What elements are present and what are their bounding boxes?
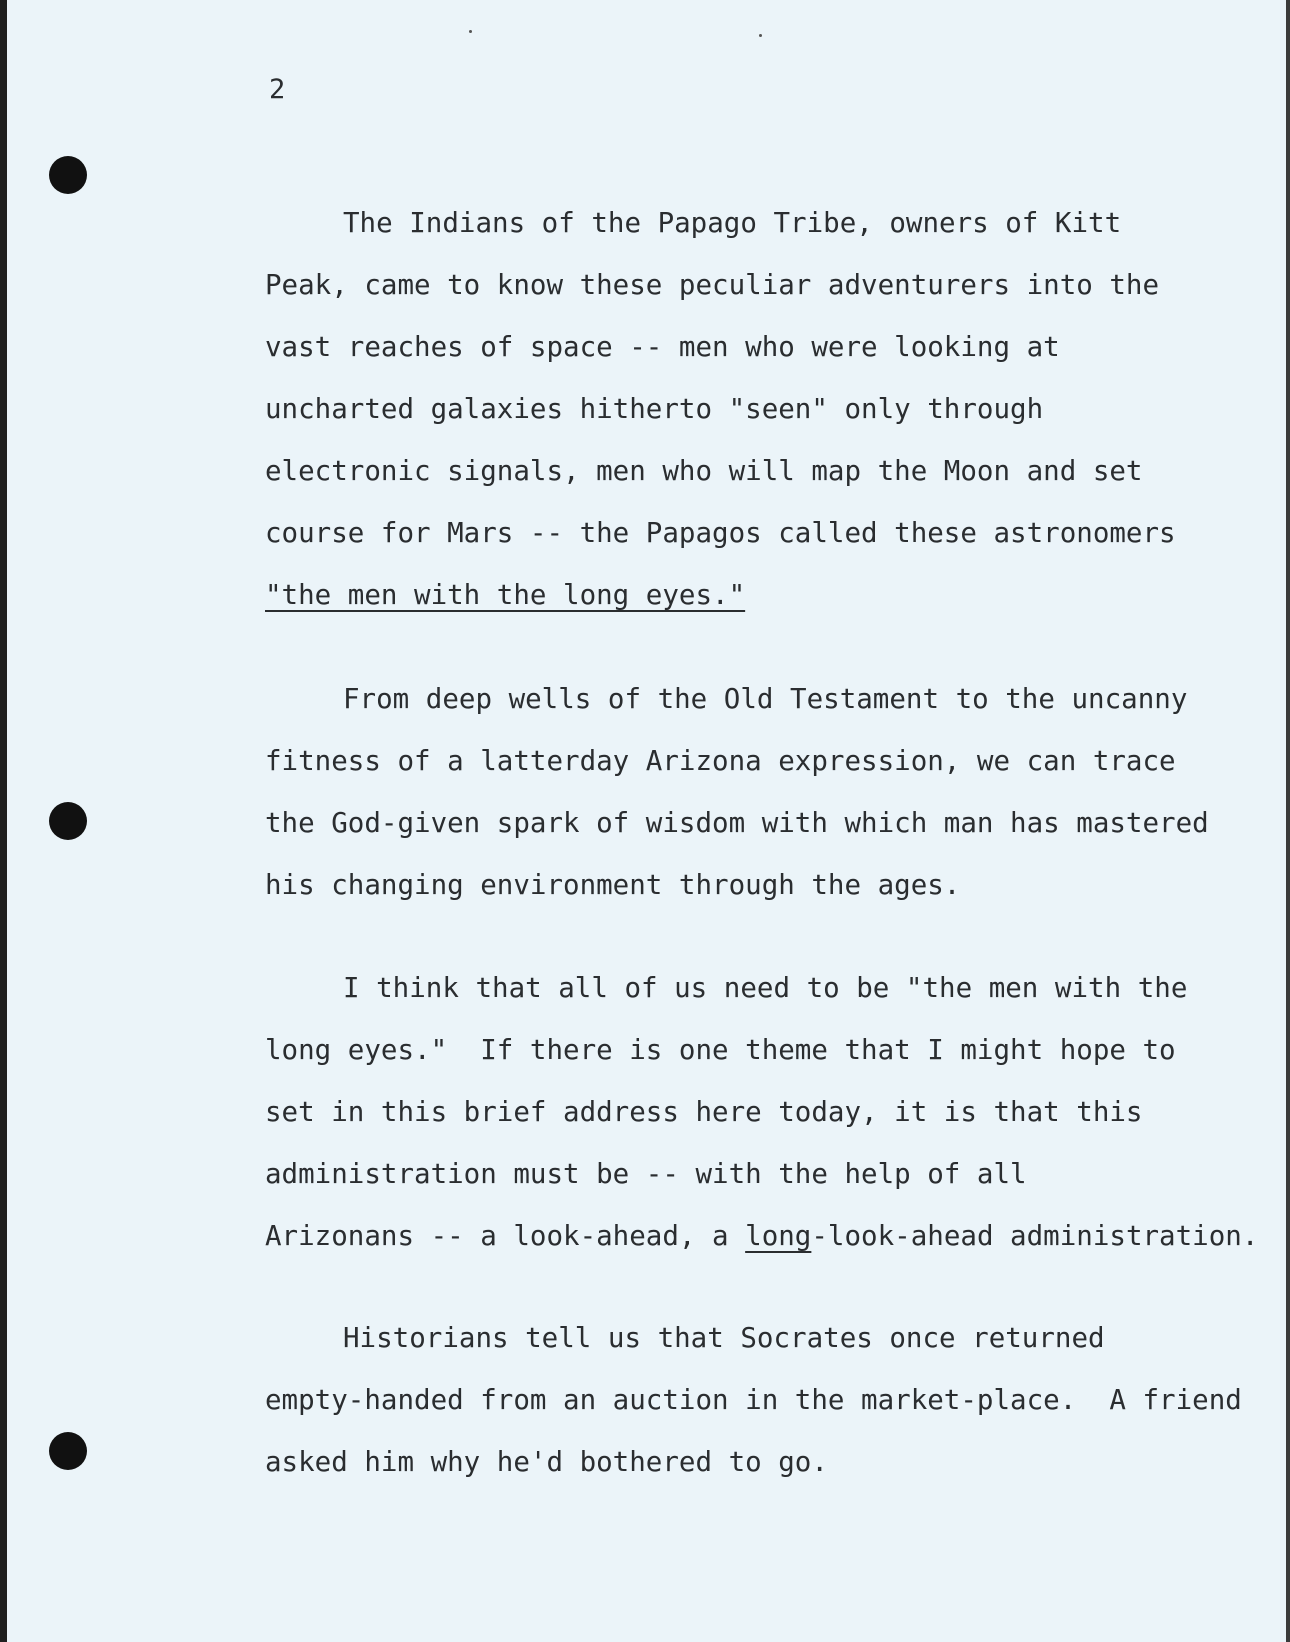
underlined-word: long bbox=[745, 1220, 812, 1252]
text-line: course for Mars -- the Papagos called these astronomers bbox=[265, 517, 1176, 549]
paragraph-4 bbox=[265, 1307, 1265, 1493]
underlined-quote: "the men with the long eyes." bbox=[265, 579, 746, 611]
text-line bbox=[265, 1205, 1265, 1267]
text-line: his changing environment through the ages. bbox=[265, 869, 961, 901]
binder-hole bbox=[49, 156, 87, 194]
paragraph-1 bbox=[265, 192, 1265, 626]
text-line: administration must be -- with the help of all bbox=[265, 1158, 1027, 1190]
text-segment: Arizonans -- a look-ahead, a bbox=[265, 1220, 746, 1252]
text-line: vast reaches of space -- men who were looking at bbox=[265, 331, 1060, 363]
text-line: Peak, came to know these peculiar adventurers into the bbox=[265, 269, 1160, 301]
text-line: I think that all of us need to be "the men with the bbox=[343, 972, 1188, 1004]
text-line: electronic signals, men who will map the Moon and set bbox=[265, 455, 1143, 487]
text-line: fitness of a latterday Arizona expression, we can trace bbox=[265, 745, 1176, 777]
binder-hole bbox=[49, 1432, 87, 1470]
text-line: Historians tell us that Socrates once returned bbox=[343, 1322, 1105, 1354]
text-line: long eyes." If there is one theme that I might hope to bbox=[265, 1034, 1176, 1066]
paper-speck bbox=[469, 30, 472, 33]
text-line bbox=[265, 564, 1265, 626]
binder-hole bbox=[49, 802, 87, 840]
text-line: asked him why he'd bothered to go. bbox=[265, 1446, 828, 1478]
text-line: uncharted galaxies hitherto "seen" only through bbox=[265, 393, 1044, 425]
paper-speck bbox=[759, 34, 762, 37]
paragraph-3 bbox=[265, 957, 1265, 1267]
paragraph-2 bbox=[265, 668, 1265, 916]
text-line: From deep wells of the Old Testament to the uncanny bbox=[343, 683, 1188, 715]
text-line: set in this brief address here today, it is that this bbox=[265, 1096, 1143, 1128]
text-line: The Indians of the Papago Tribe, owners of Kitt bbox=[343, 207, 1122, 239]
text-line: the God-given spark of wisdom with which man has mastered bbox=[265, 807, 1209, 839]
page-number: 2 bbox=[269, 74, 286, 105]
text-line: empty-handed from an auction in the market-place. A friend bbox=[265, 1384, 1242, 1416]
text-segment: -look-ahead administration. bbox=[811, 1220, 1259, 1252]
